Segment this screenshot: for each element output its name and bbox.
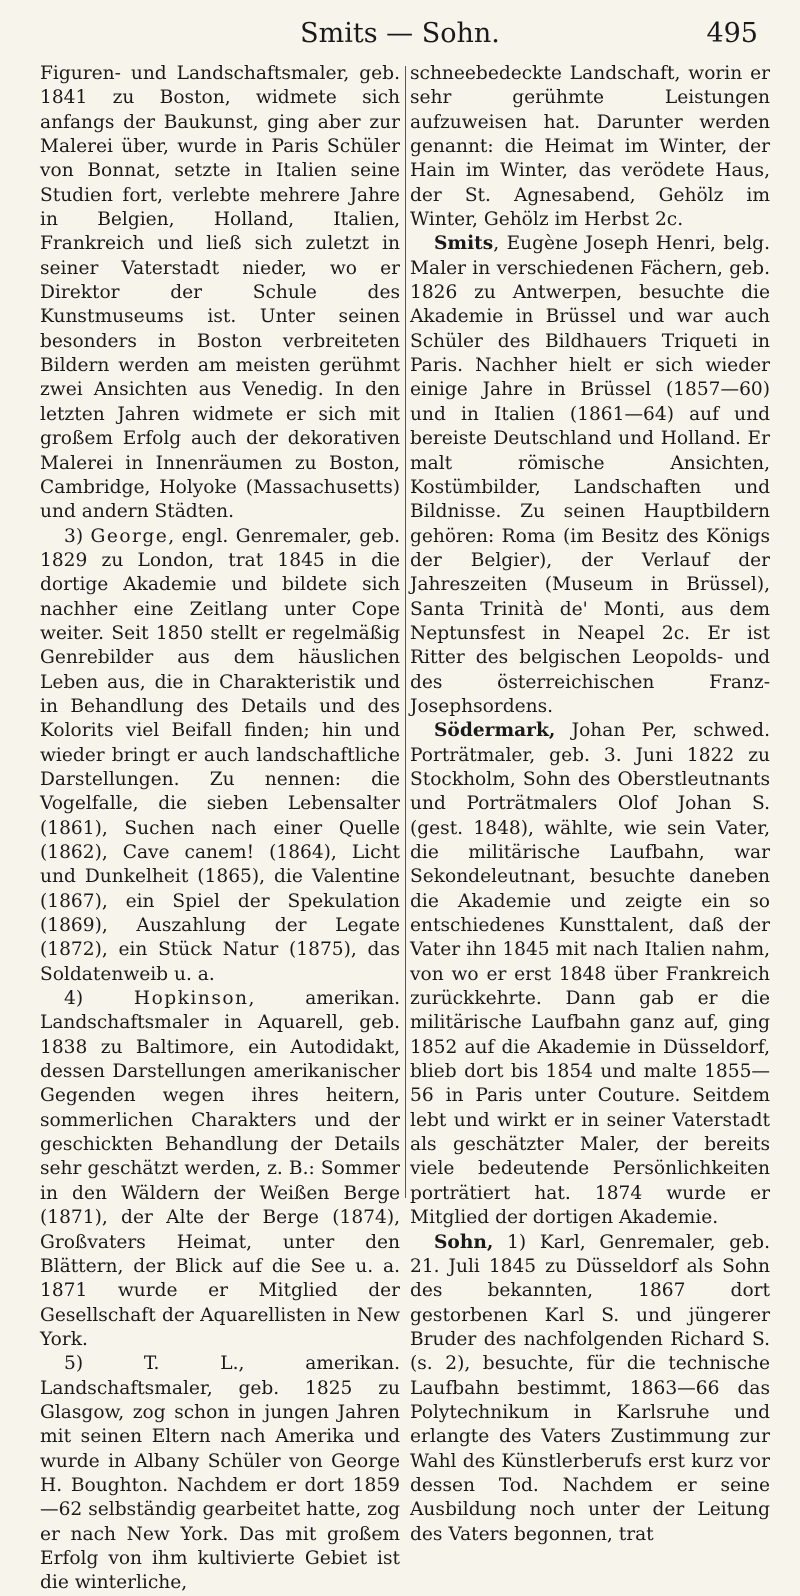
entry-continuation: Figuren- und Landschaftsmaler, geb. 1841 zu Boston, widmete sich anfangs der Baukunst, ging aber zur Malerei über, wurde in Paris Schüler von Bonnat, setzte in Italien seine Studien fort, verlebte mehrere Jahre in Belgien, Holland, Italien, Frankreich und ließ sich zuletzt in seiner Vaterstadt nieder, wo er Direktor der Schule des Kunstmuseums ist. Unter seinen besonders in Boston verbreiteten Bildern werden am meisten gerühmt zwei Ansichten aus Venedig. In den letzten Jahren widmete er sich mit großem Erfolg auch der dekorativen Malerei in Innenräumen zu Boston, Cambridge, Holyoke (Massachusetts) und andern Städten. — [40, 63, 400, 523]
entry-headword: Södermark, — [434, 720, 556, 742]
right-column — [410, 62, 770, 1547]
entry-smith-tl — [40, 1352, 400, 1595]
page-header — [38, 14, 762, 54]
entry-text: 1) Karl, Genremaler, geb. 21. Juli 1845 zu Düsseldorf als Sohn des bekannten, 1867 dort gestorbenen Karl S. und jüngerer Bruder des nachfolgenden Richard S. (s. 2), besuchte, für die technische Laufbahn bestimmt, 1863—66 das Polytechnikum in Karlsruhe und erlangte des Vaters Zustimmung zur Wahl des Künstlerberufs erst kurz vor dessen Tod. Nachdem er seine Ausbildung noch unter der Leitung des Vaters begonnen, trat — [410, 1231, 770, 1545]
entry-text: Johan Per, schwed. Porträtmaler, geb. 3. Juni 1822 zu Stockholm, Sohn des Oberstleutnants und Porträtmalers Olof Johan S. (gest. 1848), wählte, wie sein Vater, die militärische Laufbahn, war Sekondeleutnant, besuchte daneben die Akademie und zeigte ein so entschiedenes Kunsttalent, daß der Vater ihn 1845 mit nach Italien nahm, von wo er erst 1848 über Frankreich zurückkehrte. Dann gab er die militärische Laufbahn ganz auf, ging 1852 auf die Akademie in Düsseldorf, blieb dort bis 1854 und malte 1855—56 in Paris unter Couture. Seitdem lebt und wirkt er in seiner Vaterstadt als geschätzter Maler, der bereits viele bedeutende Persönlichkeiten porträtiert hat. 1874 wurde er Mitglied der dortigen Akademie. — [410, 720, 770, 1229]
left-column — [40, 62, 400, 1596]
entry-text: , amerikan. Landschaftsmaler, geb. 1825 zu Glasgow, zog schon in jungen Jahren mit seinen Eltern nach Amerika und wurde in Albany Schüler von George H. Boughton. Nachdem er dort 1859—62 selbständig gearbeitet hatte, zog er nach New York. Das mit großem Erfolg von ihm kultivierte Gebiet ist die winterliche, — [40, 1353, 400, 1594]
entry-headword: George — [90, 525, 169, 547]
running-title: Smits — Sohn. — [300, 18, 500, 49]
entry-soedermark — [410, 719, 770, 1230]
entry-smith-george — [40, 525, 400, 988]
entry-sohn — [410, 1231, 770, 1547]
column-divider — [405, 66, 406, 1198]
entry-text: , Eugène Joseph Henri, belg. Maler in verschiedenen Fächern, geb. 1826 zu Antwerpen, besuchte die Akademie in Brüssel und war auch Schüler des Bildhauers Triqueti in Paris. Nachher hielt er sich wieder einige Jahre in Brüssel (1857—60) und in Italien (1861—64) auf und bereiste Deutschland und Holland. Er malt römische Ansichten, Kostümbilder, Landschaften und Bildnisse. Zu seinen Hauptbildern gehören: Roma (im Besitz des Königs der Belgier), der Verlauf der Jahreszeiten (Museum in Brüssel), Santa Trinità de' Monti, aus dem Neptunsfest in Neapel 2c. Er ist Ritter des belgischen Leopolds- und des österreichischen Franz-Josephsordens. — [410, 233, 770, 717]
entry-number: 4) — [64, 988, 84, 1010]
entry-text: , engl. Genremaler, geb. 1829 zu London, trat 1845 in die dortige Akademie und bildete sich nachher eine Zeitlang unter Cope weiter. Seit 1850 stellt er regelmäßig Genrebilder aus dem häuslichen Leben aus, die in Charakteristik und in Behandlung des Details und des Kolorits viel Beifall finden; hin und wieder bringt er auch landschaftliche Darstellungen. Zu nennen: die Vogelfalle, die sieben Lebensalter (1861), Suchen nach einer Quelle (1862), Cave canem! (1864), Licht und Dunkelheit (1865), die Valentine (1867), ein Spiel der Spekulation (1869), Auszahlung der Legate (1872), ein Stück Natur (1875), das Soldatenweib u. a. — [40, 525, 400, 985]
entry-headword: Sohn, — [434, 1231, 494, 1253]
entry-smits — [410, 232, 770, 719]
entry-smith-hopkinson — [40, 987, 400, 1352]
entry-headword: T. L. — [143, 1353, 239, 1375]
page-number: 495 — [706, 18, 758, 49]
entry-continuation: schneebedeckte Landschaft, worin er sehr gerühmte Leistungen aufzuweisen hat. Darunter werden genannt: die Heimat im Winter, der Hain im Winter, das verödete Haus, der St. Agnesabend, Gehölz im Winter, Gehölz im Herbst 2c. — [410, 63, 770, 231]
entry-headword: Smits — [434, 233, 494, 255]
entry-headword: Hopkinson — [133, 988, 249, 1010]
entry-number: 3) — [64, 525, 84, 547]
entry-text: , amerikan. Landschaftsmaler in Aquarell, geb. 1838 zu Baltimore, ein Autodidakt, dessen Darstellungen amerikanischer Gegenden wegen ihres heitern, sommerlichen Charakters und der geschickten Behandlung der Details sehr geschätzt werden, z. B.: Sommer in den Wäldern der Weißen Berge (1871), der Alte der Berge (1874), Großvaters Heimat, unter den Blättern, der Blick auf die See u. a. 1871 wurde er Mitglied der Gesellschaft der Aquarellisten in New York. — [40, 988, 400, 1350]
entry-number: 5) — [64, 1353, 84, 1375]
